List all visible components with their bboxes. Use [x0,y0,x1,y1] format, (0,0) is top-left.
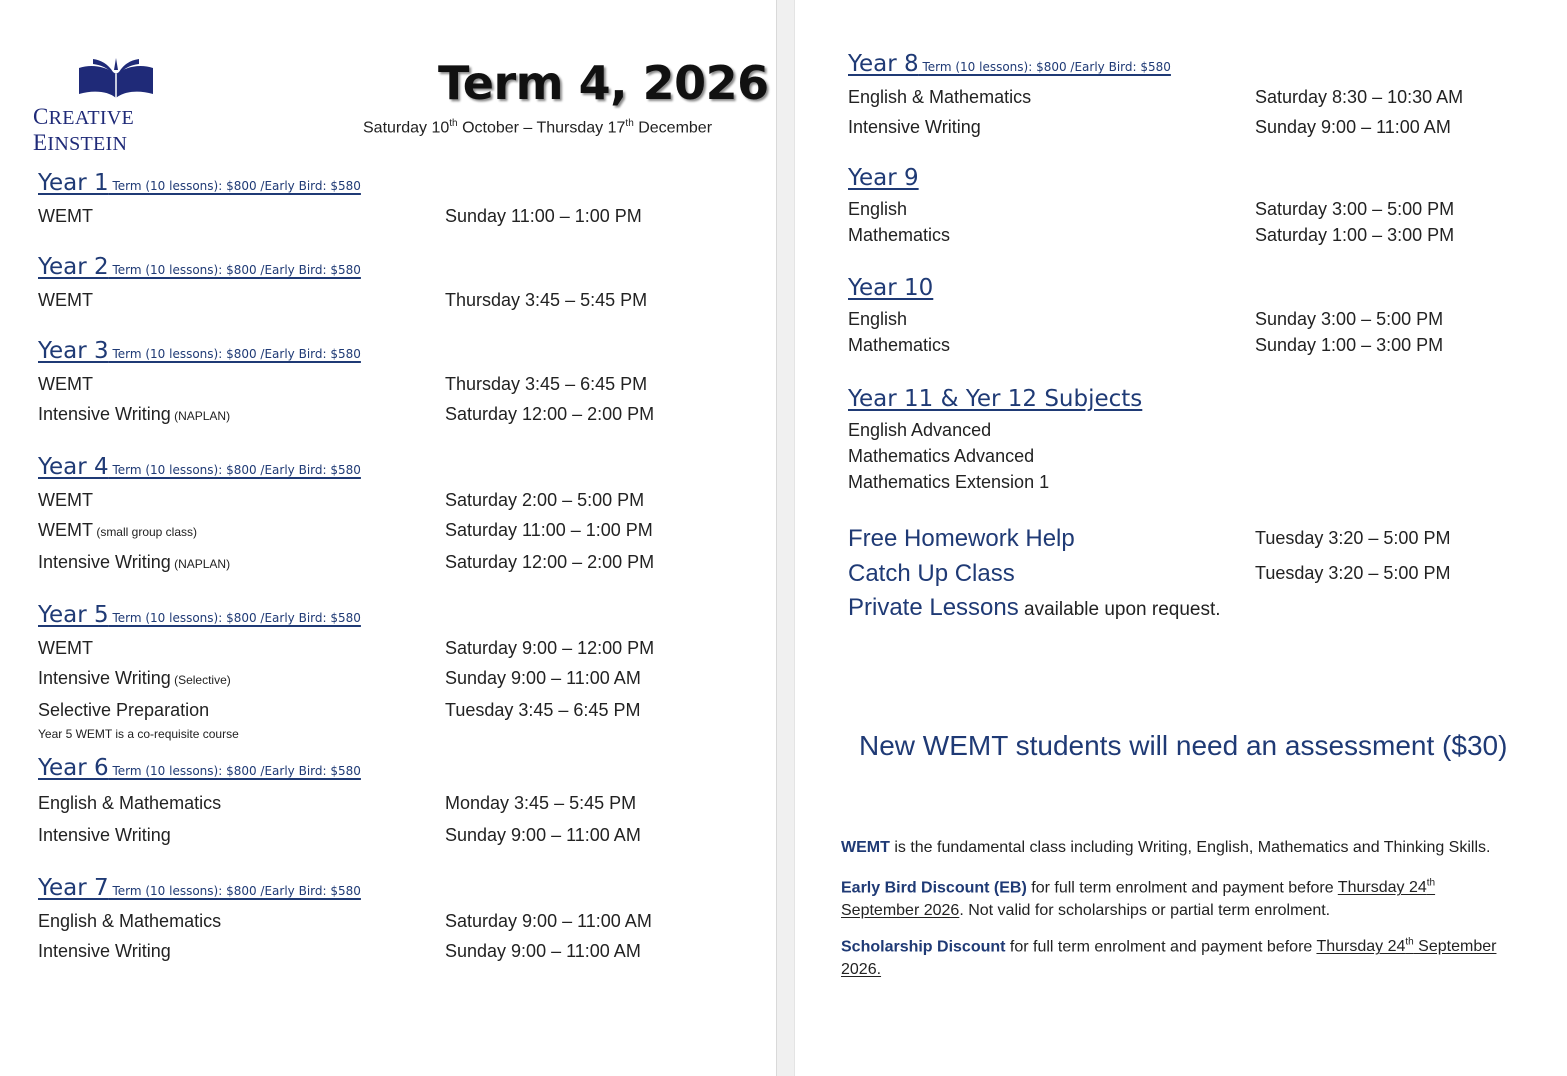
class-time: Sunday 9:00 – 11:00 AM [1255,117,1451,137]
class-name: Mathematics Advanced [848,446,1035,466]
extra-catch-up-class: Catch Up Class [848,560,1015,587]
class-name: Intensive Writing (NAPLAN) [38,552,231,572]
term-dates: Saturday 10th October – Thursday 17th December [363,118,713,137]
extra-time: Tuesday 3:20 – 5:00 PM [1255,563,1451,583]
year-name: Year 4 [38,454,109,480]
class-name: Intensive Writing (Selective) [38,668,231,688]
class-time: Sunday 9:00 – 11:00 AM [445,941,641,961]
class-name: English & Mathematics [38,793,222,813]
class-name: WEMT [38,374,93,394]
class-name: Mathematics Extension 1 [848,472,1050,492]
heading-year-6 [38,755,361,781]
class-time: Saturday 9:00 – 11:00 AM [445,911,652,931]
class-name: English Advanced [848,420,992,440]
heading-year-8 [848,51,1171,77]
year-name: Year 11 & Yer 12 Subjects [848,386,1143,412]
price-info: Term (10 lessons): $800 /Early Bird: $580 [108,611,361,625]
class-name: WEMT [38,290,93,310]
logo-text: CREATIVE EINSTEIN [33,104,135,155]
price-info: Term (10 lessons): $800 /Early Bird: $580 [108,347,361,361]
class-name: Intensive Writing [38,941,171,961]
assessment-notice: New WEMT students will need an assessment ($30) [859,730,1508,761]
class-time: Saturday 2:00 – 5:00 PM [445,490,645,510]
class-time: Saturday 11:00 – 1:00 PM [445,520,653,540]
page-title: Term 4, 2026 [438,56,769,110]
heading-year-9 [848,165,919,191]
class-time: Saturday 8:30 – 10:30 AM [1255,87,1464,107]
year-name: Year 7 [38,875,109,901]
year-name: Year 6 [38,755,109,781]
price-info: Term (10 lessons): $800 /Early Bird: $580 [108,263,361,277]
class-name: WEMT [38,638,93,658]
class-time: Saturday 1:00 – 3:00 PM [1255,225,1455,245]
class-name: English & Mathematics [848,87,1032,107]
heading-year-1 [38,170,361,196]
heading-year-2 [38,254,361,280]
wemt-info: WEMT is the fundamental class including Writing, English, Mathematics and Thinking Skills. [841,839,1491,856]
year-name: Year 3 [38,338,109,364]
class-time: Saturday 3:00 – 5:00 PM [1255,199,1455,219]
class-time: Sunday 9:00 – 11:00 AM [445,668,641,688]
class-name: Mathematics [848,335,951,355]
price-info: Term (10 lessons): $800 /Early Bird: $580 [918,60,1171,74]
class-name: WEMT (small group class) [38,520,198,540]
year-name: Year 5 [38,602,109,628]
extra-time: Tuesday 3:20 – 5:00 PM [1255,528,1451,548]
class-name: WEMT [38,490,93,510]
price-info: Term (10 lessons): $800 /Early Bird: $580 [108,179,361,193]
class-time: Tuesday 3:45 – 6:45 PM [445,700,641,720]
class-name: WEMT [38,206,93,226]
year-name: Year 8 [848,51,919,77]
extra-free-homework-help: Free Homework Help [848,525,1075,552]
year-name: Year 9 [848,165,919,191]
class-name: Intensive Writing (NAPLAN) [38,404,231,424]
scholarship-info: Scholarship Discount for full term enrolment and payment before Thursday 24th September 2026. [841,937,1497,979]
class-name: English & Mathematics [38,911,222,931]
year-name: Year 1 [38,170,109,196]
extra-private-lessons: Private Lessons available upon request. [848,594,1221,621]
class-name: English [848,309,908,329]
price-info: Term (10 lessons): $800 /Early Bird: $580 [108,463,361,477]
class-name: Intensive Writing [38,825,171,845]
open-book-icon [75,58,157,102]
class-time: Sunday 1:00 – 3:00 PM [1255,335,1444,355]
class-time: Thursday 3:45 – 5:45 PM [445,290,648,310]
class-time: Saturday 12:00 – 2:00 PM [445,404,655,424]
class-time: Saturday 12:00 – 2:00 PM [445,552,655,572]
page-gutter [776,0,795,1076]
heading-year-3 [38,338,361,364]
footnote: Year 5 WEMT is a co-requisite course [38,727,239,741]
class-time: Sunday 9:00 – 11:00 AM [445,825,641,845]
logo [33,58,203,155]
class-name: English [848,199,908,219]
price-info: Term (10 lessons): $800 /Early Bird: $580 [108,764,361,778]
class-time: Sunday 11:00 – 1:00 PM [445,206,642,226]
price-info: Term (10 lessons): $800 /Early Bird: $580 [108,884,361,898]
heading-year-10 [848,275,933,301]
class-name: Intensive Writing [848,117,981,137]
heading-year-4 [38,454,361,480]
class-name: Mathematics [848,225,951,245]
heading-year-7 [38,875,361,901]
heading-year-11-yer-12-subjects [848,386,1142,412]
year-name: Year 2 [38,254,109,280]
class-name: Selective Preparation [38,700,210,720]
class-time: Saturday 9:00 – 12:00 PM [445,638,655,658]
class-time: Sunday 3:00 – 5:00 PM [1255,309,1444,329]
year-name: Year 10 [848,275,934,301]
heading-year-5 [38,602,361,628]
class-time: Monday 3:45 – 5:45 PM [445,793,637,813]
early-bird-info: Early Bird Discount (EB) for full term enrolment and payment before Thursday 24th September 2026. Not valid for scholarships or partial term enrolment. [841,878,1436,920]
class-time: Thursday 3:45 – 6:45 PM [445,374,648,394]
